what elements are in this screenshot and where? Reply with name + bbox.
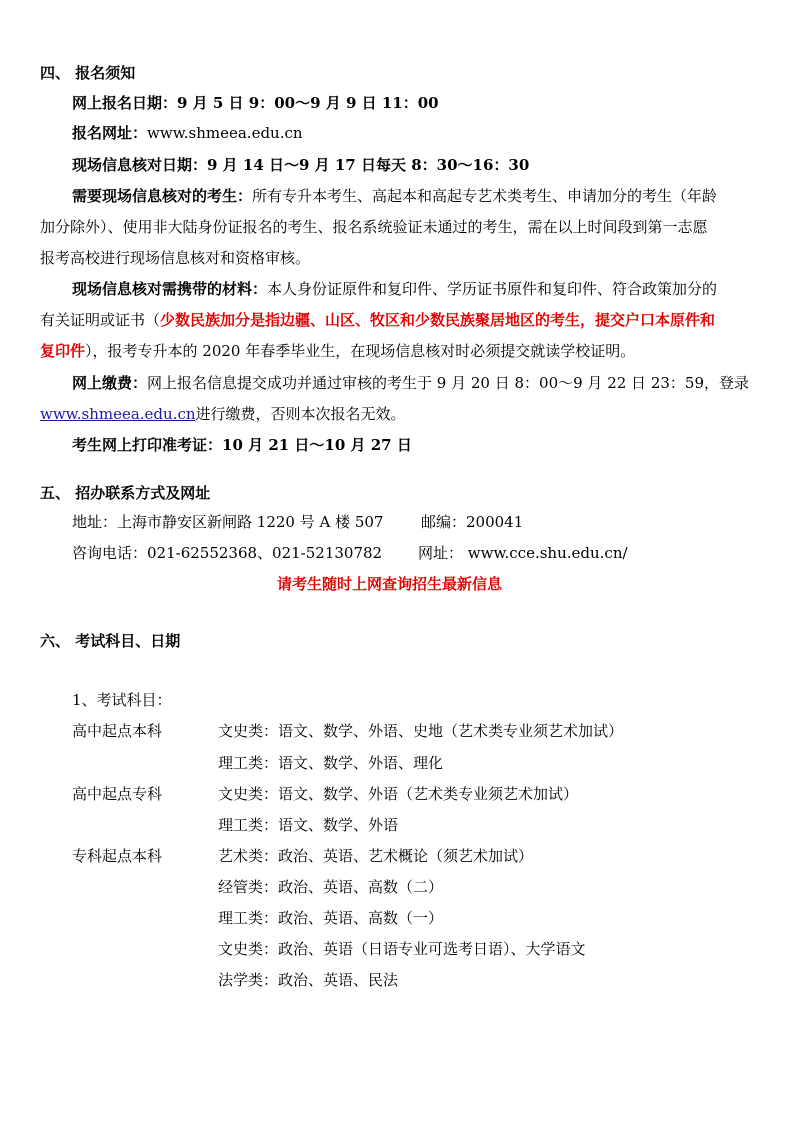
materials-line-3 xyxy=(40,341,635,361)
section-5-heading: 五、 招办联系方式及网址 xyxy=(40,484,211,502)
materials-red-3: 复印件 xyxy=(40,342,86,360)
payment-link[interactable]: www.shmeea.edu.cn xyxy=(40,405,196,423)
materials-text-3b: ），报考专升本的 2020 年春季毕业生，在现场信息核对时必须提交就读学校证明。 xyxy=(85,342,636,360)
who-label: 需要现场信息核对的考生： xyxy=(72,187,253,205)
materials-line-1 xyxy=(72,279,717,299)
subject-line: 文史类：政治、英语（日语专业可选考日语）、大学语文 xyxy=(218,940,586,958)
admit-label: 考生网上打印准考证： xyxy=(72,436,223,454)
subject-sub-heading: 1、考试科目： xyxy=(72,691,172,709)
subject-line: 文史类：语文、数学、外语（艺术类专业须艺术加试） xyxy=(218,785,579,803)
payment-text-2: 进行缴费，否则本次报名无效。 xyxy=(195,405,406,423)
reg-url-line xyxy=(72,123,303,143)
materials-line-2 xyxy=(40,310,715,330)
subject-line: 文史类：语文、数学、外语、史地（艺术类专业须艺术加试） xyxy=(218,722,624,740)
verify-date-line xyxy=(72,155,529,175)
admit-line xyxy=(72,435,412,455)
notice: 请考生随时上网查询招生最新信息 xyxy=(277,575,503,593)
reg-date-label: 网上报名日期： xyxy=(72,94,178,112)
who-text-2: 加分除外）、使用非大陆身份证报名的考生、报名系统验证未通过的考生，需在以上时间段到第一志愿 xyxy=(40,218,708,236)
reg-url-value: www.shmeea.edu.cn xyxy=(147,124,303,142)
who-text-1: 所有专升本考生、高起本和高起专艺术类考生、申请加分的考生（年龄 xyxy=(252,187,718,205)
admit-value: 10 月 21 日～10 月 27 日 xyxy=(222,436,412,454)
reg-date-line xyxy=(72,93,439,113)
subject-line: 理工类：语文、数学、外语、理化 xyxy=(218,754,444,772)
reg-url-label: 报名网址： xyxy=(72,124,148,142)
level-label: 专科起点本科 xyxy=(72,847,163,865)
verify-date-label: 现场信息核对日期： xyxy=(72,156,208,174)
verify-date-value: 9 月 14 日～9 月 17 日每天 8：30～16：30 xyxy=(207,156,530,174)
website: 网址： www.cce.shu.edu.cn/ xyxy=(418,544,628,562)
materials-label: 现场信息核对需携带的材料： xyxy=(72,280,268,298)
who-text-3: 报考高校进行现场信息核对和资格审核。 xyxy=(40,249,311,267)
postcode: 邮编：200041 xyxy=(421,513,524,531)
level-label: 高中起点本科 xyxy=(72,722,163,740)
subject-line: 理工类：政治、英语、高数（一） xyxy=(218,909,444,927)
payment-line-1 xyxy=(72,373,749,393)
section-6-heading: 六、 考试科目、日期 xyxy=(40,632,181,650)
reg-date-value: 9 月 5 日 9：00～9 月 9 日 11：00 xyxy=(177,94,439,112)
subject-line: 法学类：政治、英语、民法 xyxy=(218,971,399,989)
subject-line: 理工类：语文、数学、外语 xyxy=(218,816,399,834)
materials-text-2a: 有关证明或证书（ xyxy=(40,311,161,329)
subject-line: 经管类：政治、英语、高数（二） xyxy=(218,878,444,896)
who-line-1 xyxy=(72,186,717,206)
materials-text-1: 本人身份证原件和复印件、学历证书原件和复印件、符合政策加分的 xyxy=(267,280,718,298)
address: 地址：上海市静安区新闸路 1220 号 A 楼 507 xyxy=(72,513,384,531)
payment-text-1: 网上报名信息提交成功并通过审核的考生于 9 月 20 日 8：00～9 月 22 日 23：59，登录 xyxy=(147,374,749,392)
payment-label: 网上缴费： xyxy=(72,374,148,392)
section-4-heading: 四、 报名须知 xyxy=(40,64,136,82)
level-label: 高中起点专科 xyxy=(72,785,163,803)
subject-line: 艺术类：政治、英语、艺术概论（须艺术加试） xyxy=(218,847,534,865)
materials-red-2: 少数民族加分是指边疆、山区、牧区和少数民族聚居地区的考生，提交户口本原件和 xyxy=(160,311,716,329)
phone: 咨询电话：021-62552368、021-52130782 xyxy=(72,544,383,562)
payment-line-2 xyxy=(40,404,406,424)
